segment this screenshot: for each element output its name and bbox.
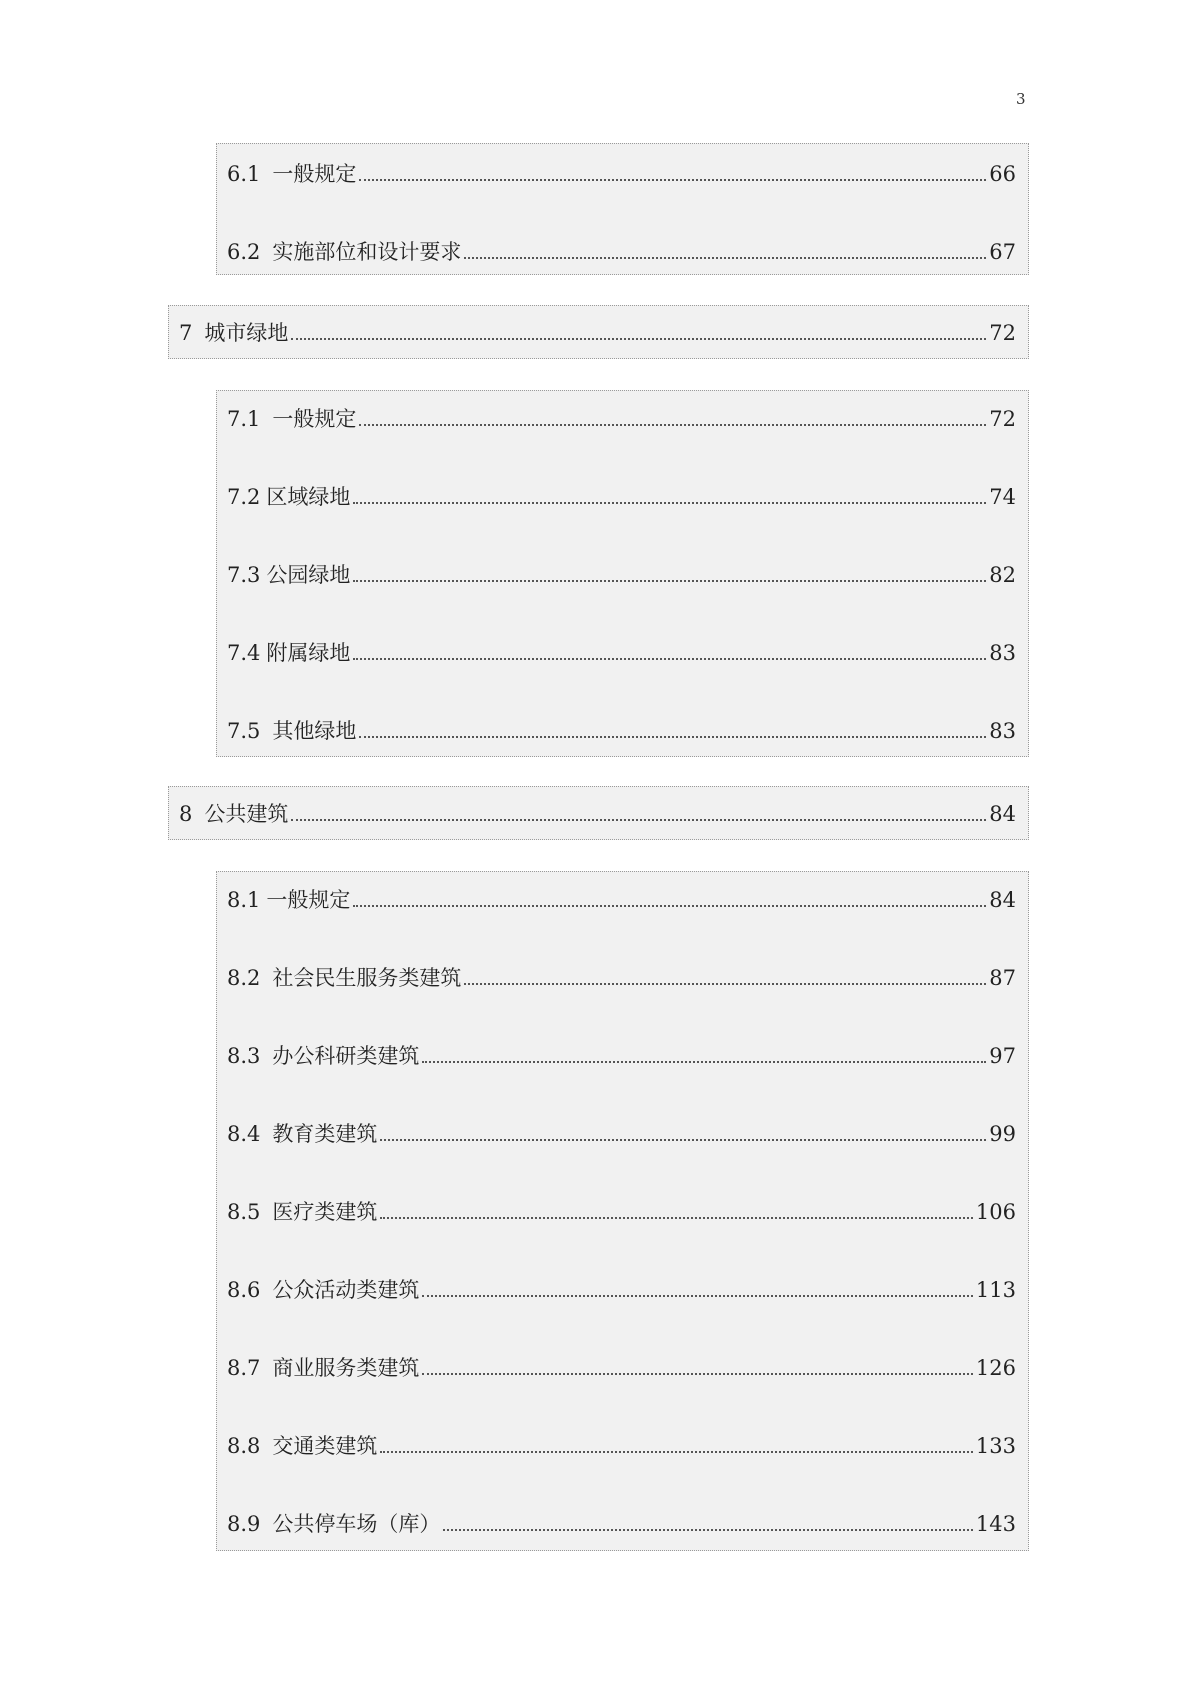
toc-entry-number: 8.7: [227, 1356, 261, 1380]
toc-entry-number: 7.1: [227, 407, 261, 431]
dot-leader: [380, 1450, 973, 1453]
toc-entry-page: 126: [975, 1356, 1016, 1380]
toc-entry-title: 办公科研类建筑: [272, 1044, 420, 1068]
toc-entry-number: 7.2: [227, 485, 261, 509]
toc-entry-title: 社会民生服务类建筑: [272, 966, 462, 990]
dot-leader: [359, 423, 986, 426]
toc-entry-title: 实施部位和设计要求: [272, 240, 462, 264]
toc-entry-number: 6.2: [227, 240, 261, 264]
toc-entry-number: 7.4: [227, 641, 261, 665]
toc-entry-page: 106: [975, 1200, 1016, 1224]
toc-entry-page: 67: [989, 240, 1016, 264]
toc-entry-7-3[interactable]: [227, 559, 1016, 589]
dot-leader: [359, 178, 986, 181]
toc-entry-title: 公众活动类建筑: [272, 1278, 420, 1302]
toc-entry-page: 72: [989, 321, 1016, 345]
dot-leader: [380, 1216, 973, 1219]
toc-entry-7-5[interactable]: [227, 715, 1016, 745]
toc-entry-title: 商业服务类建筑: [272, 1356, 420, 1380]
dot-leader: [422, 1372, 973, 1375]
toc-sub-block-8: [216, 871, 1029, 1551]
toc-entry-title: 附属绿地: [266, 641, 351, 665]
toc-sub-block-7: [216, 390, 1029, 757]
dot-leader: [291, 337, 986, 340]
dot-leader: [353, 501, 986, 504]
toc-entry-title: 交通类建筑: [272, 1434, 378, 1458]
toc-entry-6-1[interactable]: [227, 158, 1016, 188]
toc-entry-page: 143: [975, 1512, 1016, 1536]
toc-entry-title: 公共停车场（库）: [272, 1512, 441, 1536]
toc-entry-number: 8.5: [227, 1200, 261, 1224]
toc-entry-number: 8.6: [227, 1278, 261, 1302]
toc-entry-8-5[interactable]: [227, 1196, 1016, 1226]
toc-entry-8-2[interactable]: [227, 962, 1016, 992]
toc-entry-title: 公共建筑: [204, 802, 289, 826]
toc-entry-page: 83: [989, 719, 1016, 743]
toc-entry-page: 133: [975, 1434, 1016, 1458]
toc-entry-page: 72: [989, 407, 1016, 431]
dot-leader: [291, 818, 986, 821]
toc-entry-6-2[interactable]: [227, 236, 1016, 266]
toc-chapter-block-7: [168, 305, 1029, 359]
toc-entry-page: 82: [989, 563, 1016, 587]
toc-entry-number: 8.4: [227, 1122, 261, 1146]
toc-entry-8-4[interactable]: [227, 1118, 1016, 1148]
toc-entry-8-8[interactable]: [227, 1430, 1016, 1460]
dot-leader: [353, 657, 986, 660]
toc-entry-number: 8.1: [227, 888, 261, 912]
toc-entry-number: 8.3: [227, 1044, 261, 1068]
dot-leader: [422, 1060, 986, 1063]
toc-entry-page: 84: [989, 888, 1016, 912]
toc-sub-block-6: [216, 143, 1029, 275]
toc-entry-number: 8.9: [227, 1512, 261, 1536]
toc-entry-number: 8: [179, 802, 193, 826]
toc-entry-8-7[interactable]: [227, 1352, 1016, 1382]
dot-leader: [359, 735, 986, 738]
toc-entry-title: 城市绿地: [204, 321, 289, 345]
toc-entry-chapter-8[interactable]: [179, 798, 1016, 828]
toc-entry-page: 66: [989, 162, 1016, 186]
dot-leader: [380, 1138, 986, 1141]
toc-entry-number: 7.5: [227, 719, 261, 743]
toc-entry-chapter-7[interactable]: [179, 317, 1016, 347]
dot-leader: [353, 904, 986, 907]
toc-entry-page: 113: [975, 1278, 1016, 1302]
toc-entry-page: 97: [989, 1044, 1016, 1068]
toc-entry-title: 医疗类建筑: [272, 1200, 378, 1224]
dot-leader: [464, 256, 986, 259]
dot-leader: [353, 579, 986, 582]
toc-entry-title: 一般规定: [272, 162, 357, 186]
toc-entry-number: 7.3: [227, 563, 261, 587]
toc-entry-title: 其他绿地: [272, 719, 357, 743]
page-number: 3: [1016, 90, 1026, 108]
dot-leader: [422, 1294, 973, 1297]
toc-entry-title: 一般规定: [266, 888, 351, 912]
toc-entry-page: 99: [989, 1122, 1016, 1146]
toc-entry-page: 87: [989, 966, 1016, 990]
toc-entry-7-4[interactable]: [227, 637, 1016, 667]
toc-chapter-block-8: [168, 786, 1029, 840]
toc-entry-title: 教育类建筑: [272, 1122, 378, 1146]
toc-entry-number: 6.1: [227, 162, 261, 186]
toc-entry-page: 84: [989, 802, 1016, 826]
toc-entry-title: 一般规定: [272, 407, 357, 431]
dot-leader: [464, 982, 986, 985]
toc-entry-7-2[interactable]: [227, 481, 1016, 511]
toc-entry-title: 公园绿地: [266, 563, 351, 587]
toc-entry-7-1[interactable]: [227, 403, 1016, 433]
toc-entry-8-6[interactable]: [227, 1274, 1016, 1304]
toc-entry-8-3[interactable]: [227, 1040, 1016, 1070]
toc-entry-title: 区域绿地: [266, 485, 351, 509]
toc-entry-8-1[interactable]: [227, 884, 1016, 914]
toc-entry-number: 8.2: [227, 966, 261, 990]
dot-leader: [443, 1528, 973, 1531]
toc-entry-8-9[interactable]: [227, 1508, 1016, 1538]
toc-entry-number: 7: [179, 321, 193, 345]
toc-entry-number: 8.8: [227, 1434, 261, 1458]
toc-entry-page: 83: [989, 641, 1016, 665]
toc-entry-page: 74: [989, 485, 1016, 509]
